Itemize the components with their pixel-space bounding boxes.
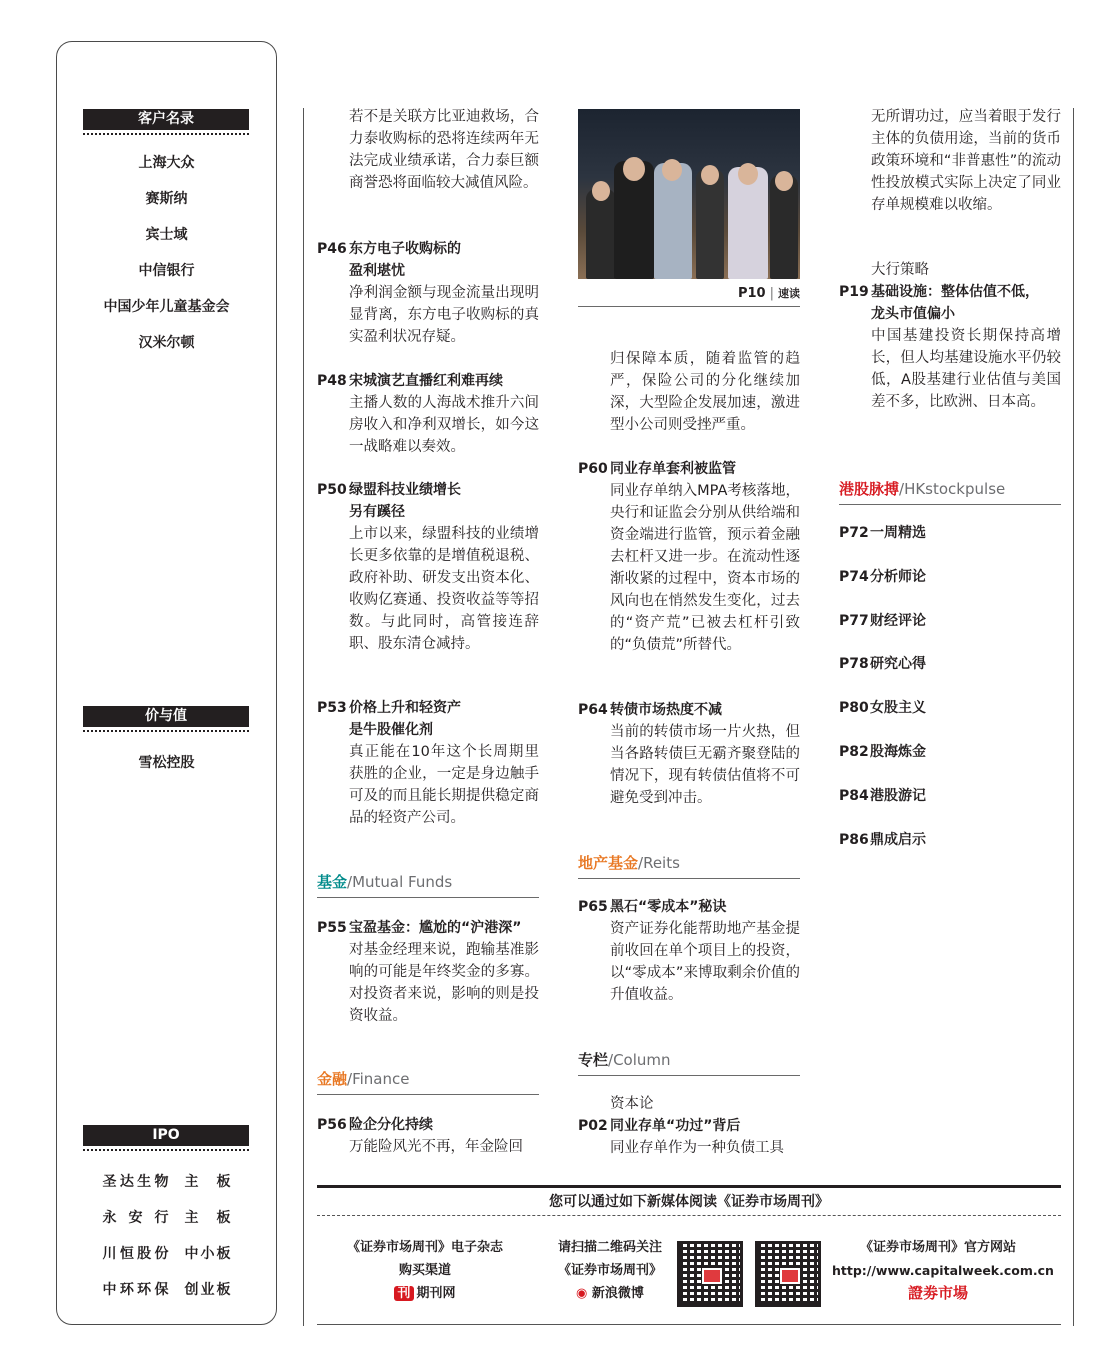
ipo-company: 中环环保 <box>102 1282 169 1298</box>
promo-title: 您可以通过如下新媒体阅读《证券市场周刊》 <box>549 1194 829 1210</box>
client-item[interactable]: 中国少年儿童基金会 <box>103 299 230 315</box>
hk-item[interactable] <box>839 741 926 763</box>
article-title-p02[interactable] <box>578 1115 800 1137</box>
article-title-p50[interactable] <box>317 479 539 501</box>
page-number: P72 <box>839 525 869 541</box>
title-text: 黑石“零成本”秘诀 <box>610 899 727 915</box>
article-desc: 对基金经理来说，跑输基准影响的可能是年终奖金的多寡。对投资者来说，影响的则是投资收益。 <box>349 942 539 1024</box>
article-desc: 万能险风光不再，年金险回 <box>349 1139 523 1155</box>
page-number: P02 <box>578 1118 608 1134</box>
page-number: P56 <box>317 1117 347 1133</box>
article-continuation: 无所谓功过，应当着眼于发行主体的负债用途，当前的货币政策环境和“非普惠性”的流动性投放模式实际上决定了同业存单规模难以收缩。 <box>871 109 1061 213</box>
title-text: 东方电子收购标的 <box>349 241 461 257</box>
category-en: /HKstockpulse <box>899 480 1006 498</box>
clients-section-header <box>83 109 249 135</box>
title-text: 价格上升和轻资产 <box>349 700 461 716</box>
hk-title: 港股游记 <box>870 788 926 804</box>
article-title-p19[interactable] <box>839 281 1061 303</box>
category-header-hk <box>839 475 1061 505</box>
hk-item[interactable] <box>839 653 926 675</box>
article-desc: 资产证券化能帮助地产基金提前收回在单个项目上的投资，以“零成本”来博取剩余价值的升值收益。 <box>610 921 800 1003</box>
photo-figure <box>662 159 682 181</box>
page-number: P53 <box>317 700 347 716</box>
hk-item[interactable] <box>839 829 926 851</box>
ipo-board: 主板 <box>184 1174 231 1190</box>
site-url[interactable]: http://www.capitalweek.com.cn <box>832 1263 1054 1278</box>
category-header-reits <box>578 849 800 879</box>
category-cn: 金融 <box>317 1070 348 1088</box>
caption-page: P10 <box>737 286 766 301</box>
dotted-divider <box>83 1146 249 1151</box>
client-item[interactable]: 汉米尔顿 <box>138 335 195 351</box>
photo-figure <box>738 163 758 185</box>
photo-figure <box>592 181 610 201</box>
category-header-funds <box>317 868 539 898</box>
caption-label: 速读 <box>778 287 800 300</box>
value-section-header <box>83 706 249 732</box>
hk-title: 一周精选 <box>870 525 926 541</box>
promo-bottom-rule <box>317 1324 1061 1325</box>
hk-item[interactable] <box>839 610 926 632</box>
value-item[interactable]: 雪松控股 <box>138 755 195 771</box>
category-header-column <box>578 1046 800 1076</box>
category-cn: 基金 <box>317 873 348 891</box>
hk-title: 分析师论 <box>870 569 926 585</box>
ipo-board: 主板 <box>184 1210 231 1226</box>
article-title-line2[interactable]: 龙头市值偏小 <box>871 306 955 322</box>
page-number: P48 <box>317 373 347 389</box>
ipo-company: 圣达生物 <box>102 1174 169 1190</box>
ipo-row[interactable] <box>57 1200 276 1236</box>
hk-title: 鼎成启示 <box>870 832 926 848</box>
page-number: P82 <box>839 744 869 760</box>
hk-item[interactable] <box>839 566 926 588</box>
ezine-line2: 购买渠道 <box>398 1263 451 1278</box>
category-header-finance <box>317 1065 539 1095</box>
article-desc: 同业存单纳入MPA考核落地，央行和证监会分别从供给端和资金端进行监管，预示着金融去杠杆又进一步。在流动性逐渐收紧的过程中，资本市场的风向也在悄然发生变化，过去的“资产荒”已被去杠杆引致的“负债荒”所替代。 <box>610 483 800 653</box>
article-title-p55[interactable] <box>317 917 539 939</box>
page-number: P84 <box>839 788 869 804</box>
page-number: P65 <box>578 899 608 915</box>
category-cn: 地产基金 <box>578 854 639 872</box>
site-line1: 《证券市场周刊》官方网站 <box>859 1240 1016 1255</box>
client-item[interactable]: 上海大众 <box>138 155 195 171</box>
photo-figure <box>701 165 719 185</box>
category-en: /Finance <box>347 1070 410 1088</box>
page-number: P50 <box>317 482 347 498</box>
page-number: P78 <box>839 656 869 672</box>
category-en: /Mutual Funds <box>347 873 453 891</box>
ezine-logo-text: 期刊网 <box>416 1286 456 1301</box>
title-text: 宝盈基金：尴尬的“沪港深” <box>349 920 522 936</box>
client-item[interactable]: 赛斯纳 <box>145 191 188 207</box>
weibo-label: 新浪微博 <box>591 1286 644 1301</box>
article-desc: 真正能在10年这个长周期里获胜的企业，一定是身边触手可及的而且能长期提供稳定商品的轻资产公司。 <box>349 744 539 826</box>
photo-caption[interactable] <box>578 282 800 307</box>
qr-code-icon[interactable] <box>677 1241 743 1307</box>
hk-item[interactable] <box>839 697 926 719</box>
value-section-title: 价与值 <box>83 706 249 727</box>
page-number: P60 <box>578 461 608 477</box>
promo-dashed-divider <box>317 1215 1061 1216</box>
value-list <box>57 745 276 781</box>
photo-figure <box>696 169 724 279</box>
qr-line1: 请扫描二维码关注 <box>557 1240 662 1255</box>
article-title-p56[interactable] <box>317 1114 539 1136</box>
article-desc: 中国基建投资长期保持高增长，但人均基建设施水平仍较低，A股基建行业估值与美国差不多，比欧洲、日本高。 <box>871 328 1061 410</box>
article-title-p64[interactable] <box>578 699 800 721</box>
hk-item[interactable] <box>839 785 926 807</box>
page-number: P55 <box>317 920 347 936</box>
category-en: /Reits <box>638 854 680 872</box>
article-title-line2[interactable]: 是牛股催化剂 <box>349 722 433 738</box>
article-section-label: 资本论 <box>610 1096 654 1112</box>
ezine-logo[interactable] <box>320 1282 530 1305</box>
qr-code-icon[interactable] <box>755 1241 821 1307</box>
caption-separator: | <box>769 286 774 301</box>
ezine-line1: 《证券市场周刊》电子杂志 <box>346 1240 503 1255</box>
category-en: /Column <box>608 1051 671 1069</box>
page-number: P46 <box>317 241 347 257</box>
page-number: P86 <box>839 832 869 848</box>
sidebar <box>56 41 277 1325</box>
category-cn: 港股脉搏 <box>839 480 900 498</box>
page-number: P74 <box>839 569 869 585</box>
title-text: 同业存单套利被监管 <box>610 461 736 477</box>
article-desc: 同业存单作为一种负债工具 <box>610 1140 784 1156</box>
promo-top-rule <box>317 1185 1061 1188</box>
hk-title: 女股主义 <box>870 700 926 716</box>
cover-photo[interactable] <box>578 109 800 279</box>
hk-title: 股海炼金 <box>870 744 926 760</box>
article-section-label: 大行策略 <box>871 262 929 278</box>
ipo-board: 创业板 <box>184 1282 231 1298</box>
ipo-row[interactable] <box>57 1236 276 1272</box>
article-continuation: 若不是关联方比亚迪救场，合力泰收购标的恐将连续两年无法完成业绩承诺，合力泰巨额商誉恐将面临较大减值风险。 <box>349 109 539 191</box>
title-text: 转债市场热度不减 <box>610 702 722 718</box>
qr-text-block <box>540 1236 680 1305</box>
page-number: P80 <box>839 700 869 716</box>
article-title-p60[interactable] <box>578 458 800 480</box>
ipo-company: 永安行 <box>102 1210 169 1226</box>
ipo-section-header <box>83 1125 249 1151</box>
dotted-divider <box>83 130 249 135</box>
ezine-logo-icon: 刊 <box>394 1286 413 1301</box>
column-divider-right <box>1073 108 1074 1326</box>
article-desc: 主播人数的人海战术推升六间房收入和净利双增长，如今这一战略难以奏效。 <box>349 395 539 455</box>
page-number: P77 <box>839 613 869 629</box>
qr-line2: 《证券市场周刊》 <box>557 1263 662 1278</box>
clients-section-title: 客户名录 <box>83 109 249 130</box>
photo-figure <box>623 157 645 181</box>
weibo-logo[interactable] <box>540 1282 680 1305</box>
site-logo: 證劵市場 <box>907 1284 968 1302</box>
article-title-p48[interactable] <box>317 370 539 392</box>
title-text: 基础设施：整体估值不低， <box>871 284 1039 300</box>
client-item[interactable]: 宾士域 <box>145 227 188 243</box>
ipo-company: 川恒股份 <box>102 1246 169 1262</box>
hk-title: 财经评论 <box>870 613 926 629</box>
ipo-list <box>57 1164 276 1308</box>
client-item[interactable]: 中信银行 <box>138 263 195 279</box>
article-title-p46[interactable] <box>317 238 539 260</box>
website-block[interactable] <box>832 1236 1054 1305</box>
title-text: 绿盟科技业绩增长 <box>349 482 461 498</box>
article-desc: 净利润金额与现金流量出现明显背离，东方电子收购标的真实盈利状况存疑。 <box>349 285 539 345</box>
title-text: 宋城演艺直播红利难再续 <box>349 373 503 389</box>
article-continuation: 归保障本质，随着监管的趋严，保险公司的分化继续加深，大型险企发展加速，激进型小公司则受挫严重。 <box>610 351 800 433</box>
title-text: 同业存单“功过”背后 <box>610 1118 741 1134</box>
weibo-icon: ◉ <box>576 1286 588 1301</box>
article-title-line2[interactable]: 另有蹊径 <box>349 504 405 520</box>
page-number: P64 <box>578 702 608 718</box>
category-cn: 专栏 <box>578 1051 609 1069</box>
ipo-board: 中小板 <box>184 1246 231 1262</box>
hk-title: 研究心得 <box>870 656 926 672</box>
photo-figure <box>775 171 793 191</box>
article-title-p65[interactable] <box>578 896 800 918</box>
clients-list <box>57 145 276 361</box>
article-desc: 上市以来，绿盟科技的业绩增长更多依靠的是增值税退税、政府补助、研发支出资本化、收购亿赛通、投资收益等等招数。与此同时，高管接连辞职、股东清仓减持。 <box>349 526 539 652</box>
column-divider-left <box>303 108 304 1326</box>
article-desc: 当前的转债市场一片火热，但当各路转债巨无霸齐聚登陆的情况下，现有转债估值将不可避免受到冲击。 <box>610 724 800 806</box>
title-text: 险企分化持续 <box>349 1117 433 1133</box>
ezine-block[interactable] <box>320 1236 530 1305</box>
ipo-row[interactable] <box>57 1272 276 1308</box>
photo-figure <box>586 189 616 279</box>
ipo-row[interactable] <box>57 1164 276 1200</box>
dotted-divider <box>83 727 249 732</box>
article-title-line2[interactable]: 盈利堪忧 <box>349 263 405 279</box>
page-number: P19 <box>839 284 869 300</box>
hk-item[interactable] <box>839 522 926 544</box>
article-title-p53[interactable] <box>317 697 539 719</box>
ipo-section-title: IPO <box>83 1125 249 1146</box>
